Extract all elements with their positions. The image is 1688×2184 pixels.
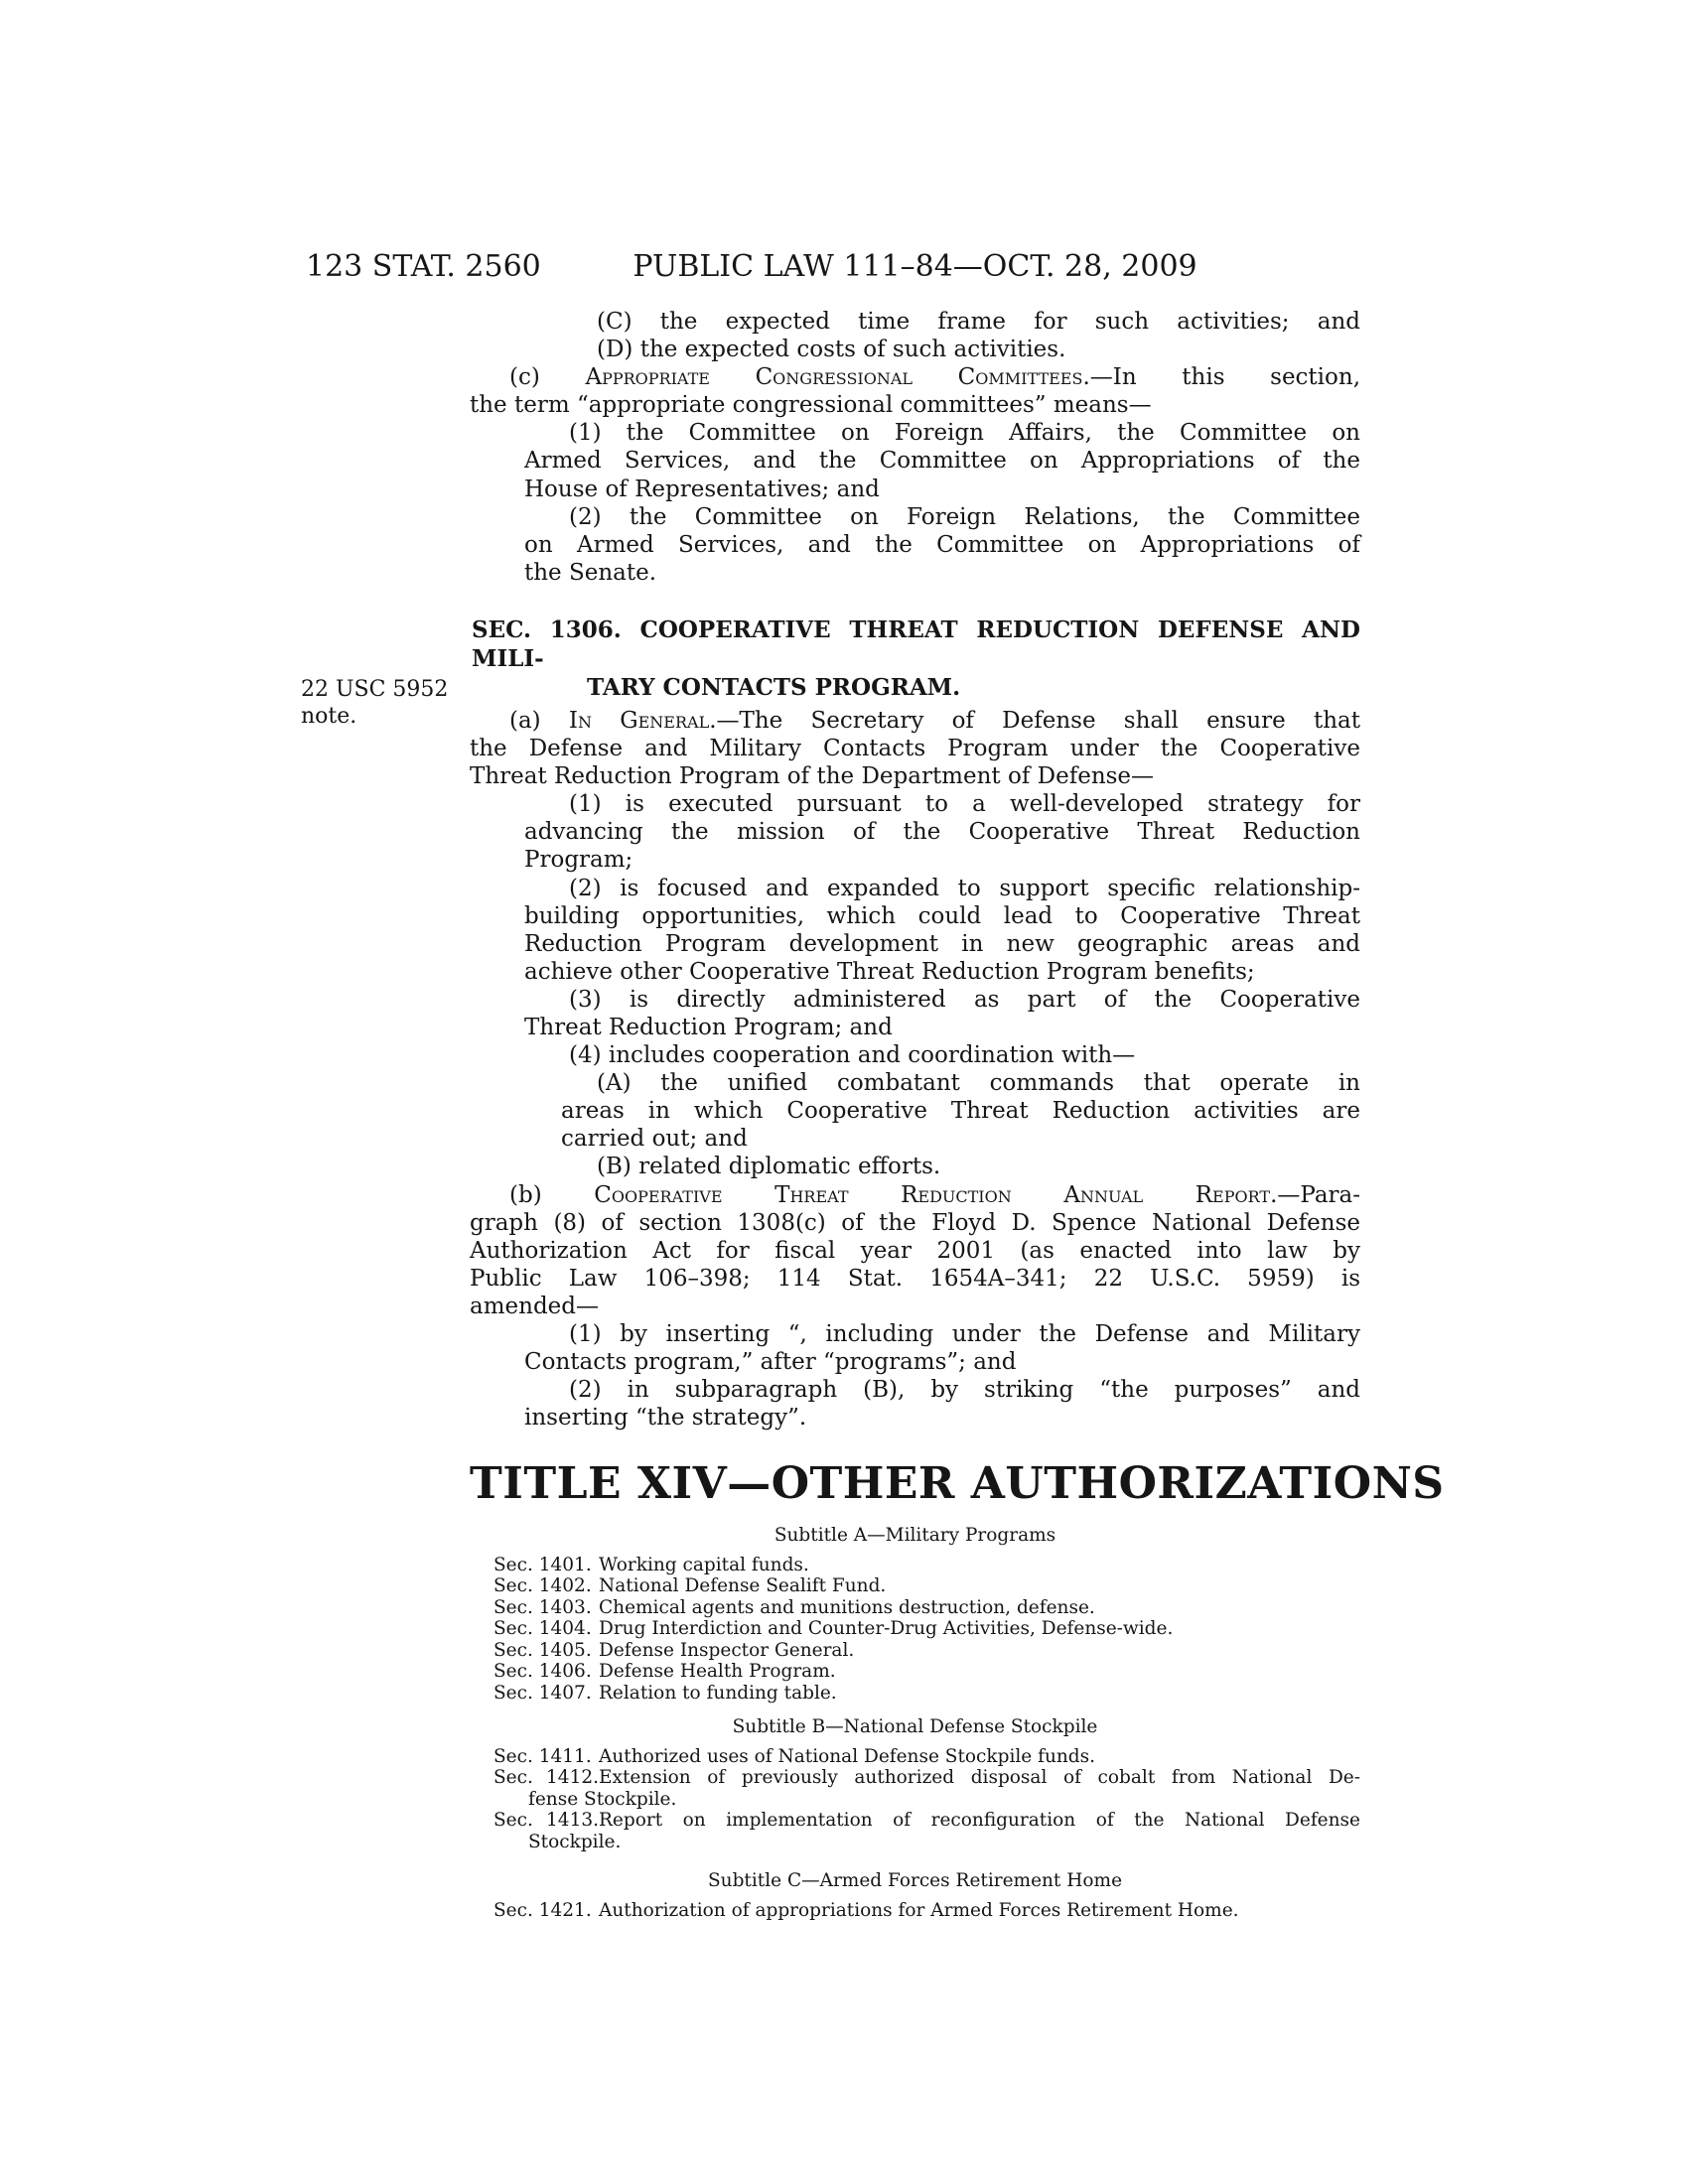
- toc-section-number: Sec. 1402.: [493, 1575, 592, 1597]
- text-line: the term “appropriate congressional committees” means—: [470, 392, 1152, 419]
- margin-note-usc-citation: [301, 676, 470, 730]
- toc-section-title: Extension of previously authorized disposal of cobalt from National De-: [599, 1767, 1360, 1789]
- toc-subtitle-heading: Subtitle B—National Defense Stockpile: [732, 1716, 1098, 1738]
- text-line: on Armed Services, and the Committee on Appropriations of: [524, 531, 1360, 558]
- text-line: building opportunities, which could lead to Cooperative Threat: [524, 902, 1360, 929]
- toc-subtitle-group: [470, 1525, 1360, 1704]
- text-line: (C) the expected time frame for such activities; and: [597, 309, 1360, 335]
- toc-section-title: Relation to funding table.: [599, 1682, 837, 1704]
- toc-section-title-continued: Stockpile.: [528, 1831, 622, 1852]
- toc-entry: [470, 1597, 1360, 1619]
- statute-paragraphs-before-heading: [470, 308, 1360, 587]
- text-line: (D) the expected costs of such activities.: [597, 337, 1066, 363]
- toc-section-title: Chemical agents and munitions destruction, defense.: [599, 1596, 1095, 1618]
- text-line: Public Law 106–398; 114 Stat. 1654A–341; 22 U.S.C. 5959) is: [470, 1265, 1360, 1292]
- toc-entry-line: [470, 1900, 1360, 1922]
- running-header-law-title: PUBLIC LAW 111–84—OCT. 28, 2009: [633, 249, 1197, 284]
- section-1306-heading: [470, 615, 1360, 702]
- toc-section-number: Sec. 1421.: [493, 1899, 592, 1921]
- text-line: Threat Reduction Program; and: [524, 1014, 893, 1040]
- toc-subtitle-group: [470, 1716, 1360, 1852]
- toc-subtitle-group: [470, 1870, 1360, 1921]
- toc-section-number: Sec. 1401.: [493, 1554, 592, 1575]
- page-number-stat-citation: 123 STAT. 2560: [306, 249, 541, 284]
- toc-section-title: Drug Interdiction and Counter-Drug Activities, Defense-wide.: [599, 1618, 1174, 1640]
- toc-entry-line: [470, 1810, 1360, 1832]
- text-line: (c) Appropriate Congressional Committees.—In this section,: [509, 364, 1361, 391]
- text-line: the Senate.: [524, 559, 657, 586]
- toc-entry-line: [470, 1597, 1360, 1619]
- text-line: Threat Reduction Program of the Department of Defense—: [470, 763, 1155, 790]
- text-line: (1) the Committee on Foreign Affairs, the Committee on: [569, 420, 1360, 447]
- toc-entry-line: [470, 1618, 1360, 1640]
- toc-section-title: Authorized uses of National Defense Stockpile funds.: [599, 1745, 1096, 1767]
- text-line: (2) in subparagraph (B), by striking “the purposes” and: [569, 1377, 1360, 1404]
- text-line: (4) includes cooperation and coordination with—: [569, 1042, 1136, 1069]
- text-line: (b) Cooperative Threat Reduction Annual Report.—Para-: [509, 1181, 1361, 1208]
- text-line: Program;: [524, 847, 633, 874]
- title-xiv-heading: TITLE XIV—OTHER AUTHORIZATIONS: [470, 1458, 1445, 1510]
- statute-paragraphs-after-heading: [470, 707, 1360, 1432]
- toc-section-number: Sec. 1413.: [493, 1810, 599, 1832]
- toc-section-number: Sec. 1406.: [493, 1661, 592, 1683]
- toc-subtitle-heading: Subtitle C—Armed Forces Retirement Home: [707, 1870, 1123, 1892]
- toc-entry: [470, 1900, 1360, 1922]
- toc-entry: [470, 1683, 1360, 1705]
- toc-section-number: Sec. 1403.: [493, 1596, 592, 1618]
- toc-section-number: Sec. 1404.: [493, 1618, 592, 1640]
- text-line: TARY CONTACTS PROGRAM.: [587, 673, 961, 701]
- text-line: Authorization Act for fiscal year 2001 (as enacted into law by: [470, 1237, 1360, 1264]
- text-line: (B) related diplomatic efforts.: [597, 1154, 941, 1180]
- toc-entry: [470, 1575, 1360, 1597]
- text-line: advancing the mission of the Cooperative Threat Reduction: [524, 819, 1360, 846]
- text-line: Armed Services, and the Committee on Appropriations of the: [524, 448, 1360, 475]
- toc-section-title: Defense Inspector General.: [599, 1639, 855, 1661]
- text-line: (3) is directly administered as part of the Cooperative: [569, 986, 1360, 1013]
- text-line: (2) is focused and expanded to support specific relationship-: [569, 875, 1360, 901]
- toc-entry: [470, 1640, 1360, 1662]
- toc-section-title: Defense Health Program.: [599, 1661, 836, 1683]
- text-line: (2) the Committee on Foreign Relations, the Committee: [569, 503, 1360, 530]
- toc-section-title: Working capital funds.: [599, 1554, 809, 1575]
- toc-entry: [470, 1810, 1360, 1852]
- text-line: (A) the unified combatant commands that operate in: [597, 1070, 1360, 1097]
- toc-entry-line: [470, 1683, 1360, 1705]
- toc-section-number: Sec. 1407.: [493, 1682, 592, 1704]
- toc-entry-line: [470, 1746, 1360, 1768]
- text-line: Reduction Program development in new geographic areas and: [524, 930, 1360, 957]
- toc-entry-line: [470, 1767, 1360, 1789]
- toc-section-title: Authorization of appropriations for Armed Forces Retirement Home.: [599, 1899, 1239, 1921]
- toc-entry: [470, 1618, 1360, 1640]
- toc-entry-line: [470, 1640, 1360, 1662]
- toc-entry-line: [470, 1575, 1360, 1597]
- text-line: SEC. 1306. COOPERATIVE THREAT REDUCTION DEFENSE AND MILI-: [472, 615, 1360, 672]
- toc-entry: [470, 1661, 1360, 1683]
- statute-text-column: [470, 308, 1445, 1921]
- toc-section-number: Sec. 1405.: [493, 1639, 592, 1661]
- table-of-contents: [470, 1525, 1360, 1921]
- toc-entry: [470, 1555, 1360, 1576]
- text-line: (1) by inserting “, including under the Defense and Military: [569, 1321, 1360, 1347]
- text-line: inserting “the strategy”.: [524, 1405, 807, 1432]
- margin-note-line: 22 USC 5952: [301, 677, 449, 702]
- text-line: (a) In General.—The Secretary of Defense shall ensure that: [509, 707, 1360, 734]
- margin-note-line: note.: [301, 704, 357, 729]
- toc-entry-line: [470, 1555, 1360, 1576]
- text-line: carried out; and: [561, 1126, 748, 1153]
- text-line: House of Representatives; and: [524, 476, 880, 502]
- toc-entry-line: [470, 1661, 1360, 1683]
- text-line: the Defense and Military Contacts Program under the Cooperative: [470, 736, 1360, 762]
- toc-subtitle-heading: Subtitle A—Military Programs: [774, 1525, 1056, 1547]
- toc-entry: [470, 1767, 1360, 1810]
- toc-section-number: Sec. 1411.: [493, 1745, 592, 1767]
- text-line: areas in which Cooperative Threat Reduction activities are: [561, 1098, 1360, 1125]
- toc-section-title: Report on implementation of reconfiguration of the National Defense: [599, 1810, 1360, 1832]
- text-line: achieve other Cooperative Threat Reduction Program benefits;: [524, 958, 1255, 985]
- toc-section-number: Sec. 1412.: [493, 1767, 599, 1789]
- toc-entry: [470, 1746, 1360, 1768]
- text-line: amended—: [470, 1293, 600, 1319]
- text-line: Contacts program,” after “programs”; and: [524, 1349, 1017, 1376]
- text-line: (1) is executed pursuant to a well-developed strategy for: [569, 791, 1360, 818]
- text-line: graph (8) of section 1308(c) of the Floyd D. Spence National Defense: [470, 1209, 1360, 1236]
- toc-section-title: National Defense Sealift Fund.: [599, 1575, 887, 1597]
- toc-section-title-continued: fense Stockpile.: [528, 1788, 677, 1810]
